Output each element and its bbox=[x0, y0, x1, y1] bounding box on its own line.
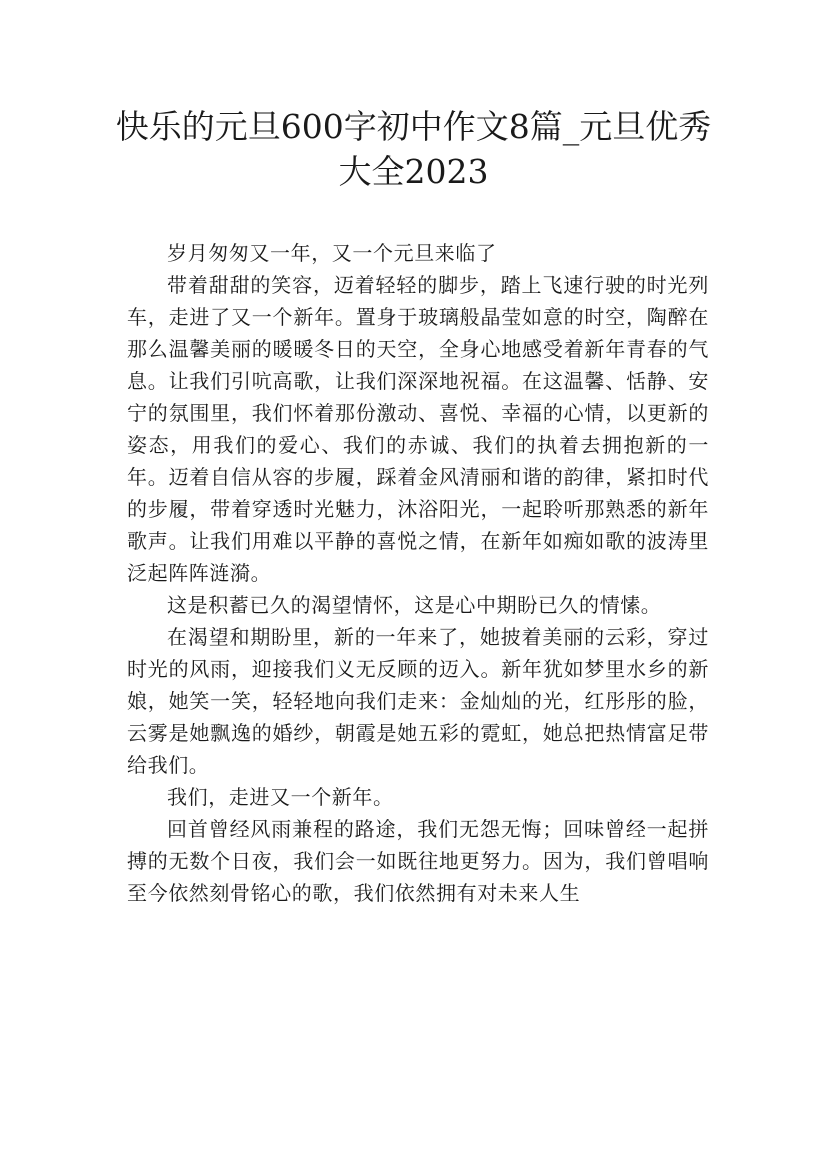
paragraph: 在渴望和期盼里，新的一年来了，她披着美丽的云彩，穿过时光的风雨，迎接我们义无反顾的迈入。新年犹如梦里水乡的新娘，她笑一笑，轻轻地向我们走来：金灿灿的光，红彤彤的脸，云雾是她飘逸的婚纱，朝霞是她五彩的霓虹，她总把热情富足带给我们。 bbox=[127, 625, 709, 777]
paragraph: 回首曾经风雨兼程的路途，我们无怨无悔；回味曾经一起拼搏的无数个日夜，我们会一如既往地更努力。因为，我们曾唱响至今依然刻骨铭心的歌，我们依然拥有对未来人生 bbox=[127, 817, 709, 905]
document-title bbox=[110, 104, 717, 194]
paragraph: 我们，走进又一个新年。 bbox=[167, 785, 394, 809]
document-body bbox=[127, 237, 709, 909]
paragraph: 岁月匆匆又一年，又一个元旦来临了 bbox=[167, 241, 497, 265]
paragraph: 这是积蓄已久的渴望情怀，这是心中期盼已久的情愫。 bbox=[167, 593, 662, 617]
title-line-1: 快乐的元旦600字初中作文8篇_元旦优秀 bbox=[115, 107, 712, 146]
title-line-2: 大全2023 bbox=[338, 152, 489, 191]
paragraph: 带着甜甜的笑容，迈着轻轻的脚步，踏上飞速行驶的时光列车，走进了又一个新年。置身于玻璃般晶莹如意的时空，陶醉在那么温馨美丽的暖暖冬日的天空，全身心地感受着新年青春的气息。让我们引吭高歌，让我们深深地祝福。在这温馨、恬静、安宁的氛围里，我们怀着那份激动、喜悦、幸福的心情，以更新的姿态，用我们的爱心、我们的赤诚、我们的执着去拥抱新的一年。迈着自信从容的步履，踩着金风清丽和谐的韵律，紧扣时代的步履，带着穿透时光魅力，沐浴阳光，一起聆听那熟悉的新年歌声。让我们用难以平静的喜悦之情，在新年如痴如歌的波涛里泛起阵阵涟漪。 bbox=[127, 273, 709, 585]
